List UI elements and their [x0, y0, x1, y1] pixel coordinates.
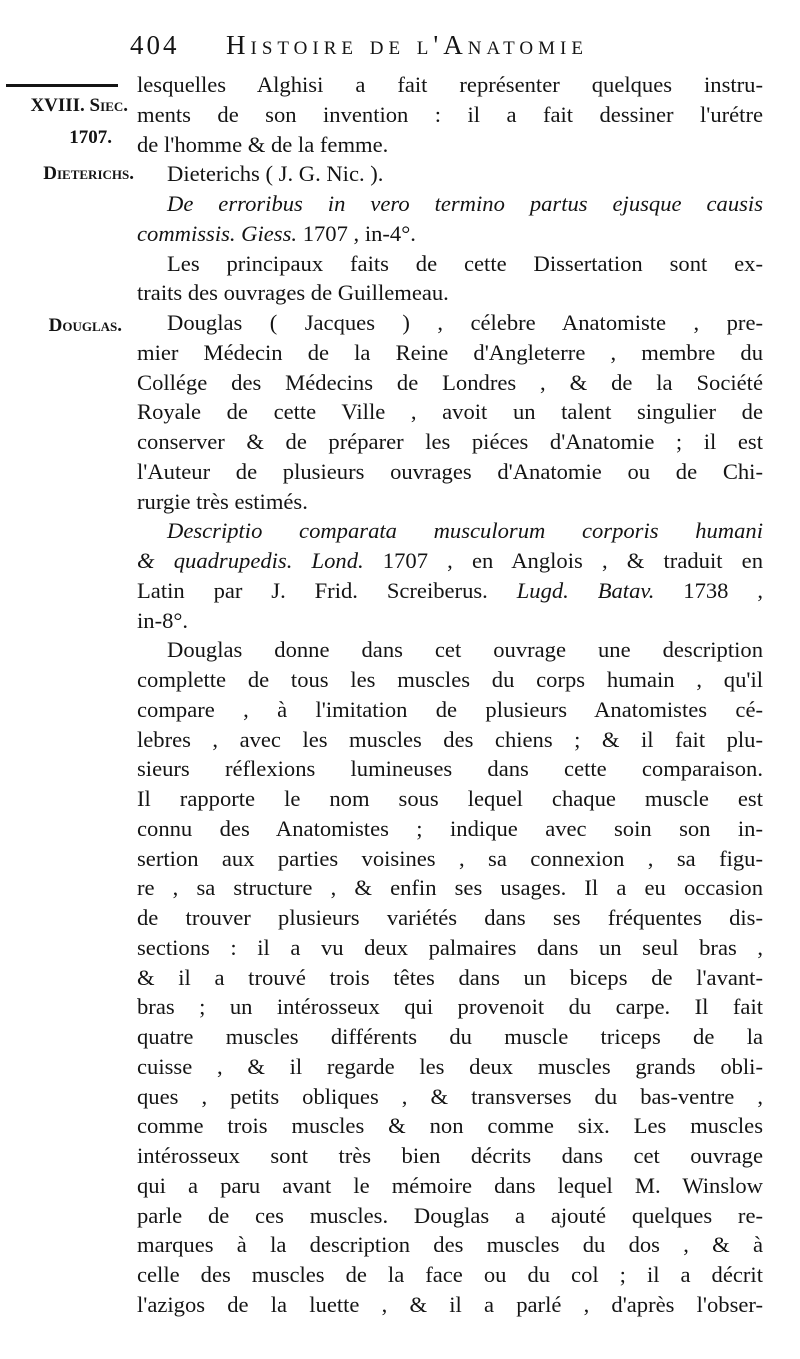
text-line: Royale de cette Ville , avoit un talent singulier de	[137, 399, 763, 425]
text-line: connu des Anatomistes ; indique avec soin son in-	[137, 815, 763, 841]
text-line: conserver & de préparer les piéces d'Anatomie ; il est	[137, 429, 763, 454]
text-line: traits des ouvrages de Guillemeau.	[137, 280, 449, 306]
page-number: 404	[130, 30, 180, 60]
running-title: Histoire de l'Anatomie	[226, 30, 588, 60]
text-line: complette de tous les muscles du corps humain , qu'il	[137, 667, 763, 692]
title-roman: 1707 , en Anglois , & traduit en	[363, 548, 763, 573]
text-line: Dieterichs ( J. G. Nic. ).	[167, 161, 384, 187]
text-line: in-8°.	[137, 607, 189, 633]
text-line: celle des muscles de la face ou du col ; il a décrit	[137, 1262, 763, 1287]
text-line: De erroribus in vero termino partus ejusque causis	[167, 191, 763, 216]
title-italic: commissis. Giess.	[137, 220, 298, 246]
text-line: parle de ces muscles. Douglas a ajouté quelques re-	[137, 1202, 763, 1228]
text-line: comme trois muscles & non comme six. Les muscles	[137, 1113, 763, 1139]
text-line: qui a paru avant le mémoire dans lequel M. Winslow	[137, 1172, 763, 1198]
margin-century: XVIII. Siec.	[30, 95, 128, 116]
text-line: sertion aux parties voisines , sa connexion , sa figu-	[137, 845, 763, 871]
title-roman: Latin par J. Frid. Screiberus.	[137, 577, 488, 603]
margin-rule	[6, 84, 118, 87]
title-roman: 1738 ,	[654, 577, 763, 603]
margin-year: 1707.	[69, 127, 112, 148]
text-line	[137, 546, 763, 576]
margin-name-douglas: Douglas.	[48, 315, 122, 336]
title-italic: Lugd. Batav.	[516, 577, 655, 603]
running-header	[130, 30, 770, 64]
text-line: Douglas donne dans cet ouvrage une description	[167, 637, 763, 663]
text-line: Il rapporte le nom sous lequel chaque muscle est	[137, 786, 763, 811]
text-line: Collége des Médecins de Londres , & de la Société	[137, 369, 763, 395]
text-line: de l'homme & de la femme.	[137, 131, 389, 157]
text-line: bras ; un intérosseux qui provenoit du carpe. Il fait	[137, 994, 763, 1020]
text-line: intérosseux sont très bien décrits dans cet ouvrage	[137, 1143, 763, 1168]
text-line: mier Médecin de la Reine d'Angleterre , membre du	[137, 339, 763, 365]
text-line: compare , à l'imitation de plusieurs Anatomistes cé-	[137, 696, 763, 722]
text-line: l'azigos de la luette , & il a parlé , d'après l'obser-	[137, 1291, 763, 1317]
text-line: cuisse , & il regarde les deux muscles grands obli-	[137, 1053, 763, 1079]
text-line: de trouver plusieurs variétés dans ses fréquentes dis-	[137, 905, 763, 930]
margin-name-dieterichs: Dieterichs.	[43, 163, 134, 184]
title-roman: 1707 , in-4°.	[297, 220, 416, 246]
text-line: & il a trouvé trois têtes dans un biceps de l'avant-	[137, 964, 763, 990]
text-line: quatre muscles différents du muscle triceps de la	[137, 1024, 763, 1049]
text-line: rurgie très estimés.	[137, 488, 308, 514]
main-text	[137, 70, 763, 1320]
text-line	[137, 219, 763, 249]
text-line: ments de son invention : il a fait dessiner l'urétre	[137, 101, 763, 127]
text-line: lebres , avec les muscles des chiens ; & il fait plu-	[137, 726, 763, 752]
text-line: ques , petits obliques , & transverses du bas-ventre ,	[137, 1083, 763, 1109]
text-line: marques à la description des muscles du dos , & à	[137, 1232, 763, 1258]
title-italic: & quadrupedis. Lond.	[137, 548, 364, 573]
text-line: Douglas ( Jacques ) , célebre Anatomiste , pre-	[167, 310, 763, 335]
text-line: sections : il a vu deux palmaires dans un seul bras ,	[137, 934, 763, 960]
text-line: re , sa structure , & enfin ses usages. Il a eu occasion	[137, 875, 763, 901]
text-line: sieurs réflexions lumineuses dans cette comparaison.	[137, 756, 763, 782]
text-line: Les principaux faits de cette Dissertation sont ex-	[167, 250, 763, 276]
text-line: Descriptio comparata musculorum corporis humani	[167, 518, 763, 544]
text-line: lesquelles Alghisi a fait représenter quelques instru-	[137, 72, 763, 97]
text-line	[137, 576, 763, 606]
text-line: l'Auteur de plusieurs ouvrages d'Anatomie ou de Chi-	[137, 458, 763, 484]
